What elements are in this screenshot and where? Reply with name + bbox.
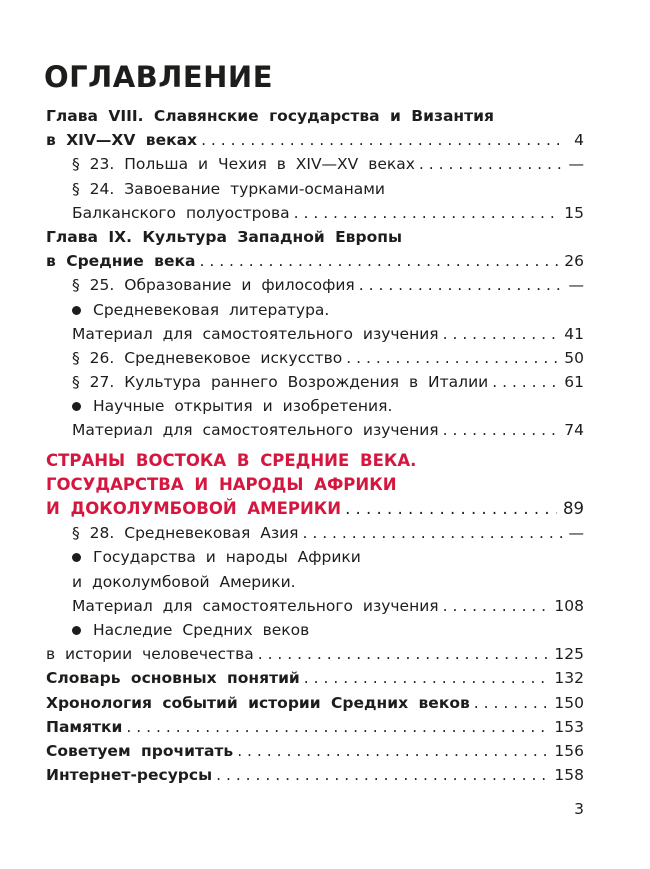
leader-dots [126, 715, 548, 739]
page-ref: 156 [554, 741, 584, 760]
page-title: ОГЛАВЛЕНИЕ [44, 60, 274, 94]
leader-dots [237, 739, 548, 763]
page-ref: 50 [564, 348, 584, 367]
toc-glossary[interactable]: Словарь основных понятий . . . 132 [46, 666, 584, 690]
leader-dots [443, 418, 559, 442]
toc-extra-science-cont[interactable]: Материал для самостоятельного изучения . . . 74 [46, 418, 584, 442]
page-ref: 61 [564, 373, 584, 392]
bullet-icon [72, 402, 81, 411]
page-ref: 15 [564, 203, 584, 222]
toc-section-24[interactable]: § 24. Завоевание турками-османами [72, 179, 386, 198]
leader-dots [419, 152, 563, 176]
leader-dots [216, 763, 548, 787]
page-ref: 108 [554, 596, 584, 615]
bullet-icon [72, 553, 81, 562]
toc-extra-science[interactable]: Научные открытия и изобретения. [46, 394, 584, 418]
toc-section-24-cont[interactable]: Балканского полуострова . . . 15 [46, 201, 584, 225]
toc-extra-literature-cont[interactable]: Материал для самостоятельного изучения . . . 41 [46, 322, 584, 346]
page-ref: 150 [554, 693, 584, 712]
bullet-icon [72, 626, 81, 635]
toc-extra-heritage-cont[interactable]: в истории человечества . . . 125 [46, 642, 584, 666]
toc-extra-africa-cont2[interactable]: Материал для самостоятельного изучения . . . 108 [46, 594, 584, 618]
toc-section-27[interactable]: § 27. Культура раннего Возрождения в Италии . . . 61 [46, 370, 584, 394]
toc-part-east[interactable]: СТРАНЫ ВОСТОКА В СРЕДНИЕ ВЕКА. [46, 450, 417, 470]
page-number: 3 [574, 800, 584, 818]
leader-dots [345, 497, 557, 521]
toc-chronology[interactable]: Хронология событий истории Средних веков . . . 150 [46, 691, 584, 715]
toc-section-25[interactable]: § 25. Образование и философия . . . — [46, 273, 584, 297]
leader-dots [359, 273, 563, 297]
toc-internet-resources[interactable]: Интернет-ресурсы . . . 158 [46, 763, 584, 787]
toc-extra-heritage[interactable]: Наследие Средних веков [46, 618, 584, 642]
toc-chapter-8-cont[interactable]: в XIV—XV веках . . . 4 [46, 128, 584, 152]
page-ref: — [568, 524, 584, 543]
leader-dots [474, 691, 549, 715]
leader-dots [304, 666, 549, 690]
page-ref: — [568, 155, 584, 174]
leader-dots [346, 346, 558, 370]
toc-extra-africa-cont[interactable]: и доколумбовой Америки. [72, 572, 296, 591]
toc-part-east-cont2[interactable]: И ДОКОЛУМБОВОЙ АМЕРИКИ . . . 89 [46, 497, 584, 521]
toc-chapter-9-cont[interactable]: в Средние века . . . 26 [46, 249, 584, 273]
leader-dots [200, 249, 559, 273]
page-ref: 89 [563, 499, 584, 518]
table-of-contents [46, 104, 584, 787]
leader-dots [443, 322, 559, 346]
leader-dots [258, 642, 549, 666]
toc-section-28[interactable]: § 28. Средневековая Азия . . . — [46, 521, 584, 545]
page-ref: 153 [554, 717, 584, 736]
bullet-icon [72, 306, 81, 315]
leader-dots [492, 370, 558, 394]
leader-dots [201, 128, 564, 152]
page-ref: 74 [564, 421, 584, 440]
leader-dots [302, 521, 562, 545]
toc-reading[interactable]: Советуем прочитать . . . 156 [46, 739, 584, 763]
toc-part-east-cont[interactable]: ГОСУДАРСТВА И НАРОДЫ АФРИКИ [46, 474, 397, 494]
page-ref: 158 [554, 766, 584, 785]
toc-memos[interactable]: Памятки . . . 153 [46, 715, 584, 739]
toc-chapter-8[interactable]: Глава VIII. Славянские государства и Византия [46, 107, 494, 125]
leader-dots [294, 201, 559, 225]
toc-chapter-9[interactable]: Глава IX. Культура Западной Европы [46, 227, 402, 246]
page-ref: 132 [554, 669, 584, 688]
page-ref: — [568, 276, 584, 295]
page-ref: 41 [564, 324, 584, 343]
page-ref: 125 [554, 645, 584, 664]
toc-extra-literature[interactable]: Средневековая литература. [46, 298, 584, 322]
leader-dots [443, 594, 549, 618]
page-ref: 26 [564, 252, 584, 271]
toc-section-26[interactable]: § 26. Средневековое искусство . . . 50 [46, 346, 584, 370]
toc-extra-africa[interactable]: Государства и народы Африки [46, 545, 584, 569]
toc-section-23[interactable]: § 23. Польша и Чехия в XIV—XV веках . . . — [46, 152, 584, 176]
page-ref: 4 [574, 131, 584, 150]
